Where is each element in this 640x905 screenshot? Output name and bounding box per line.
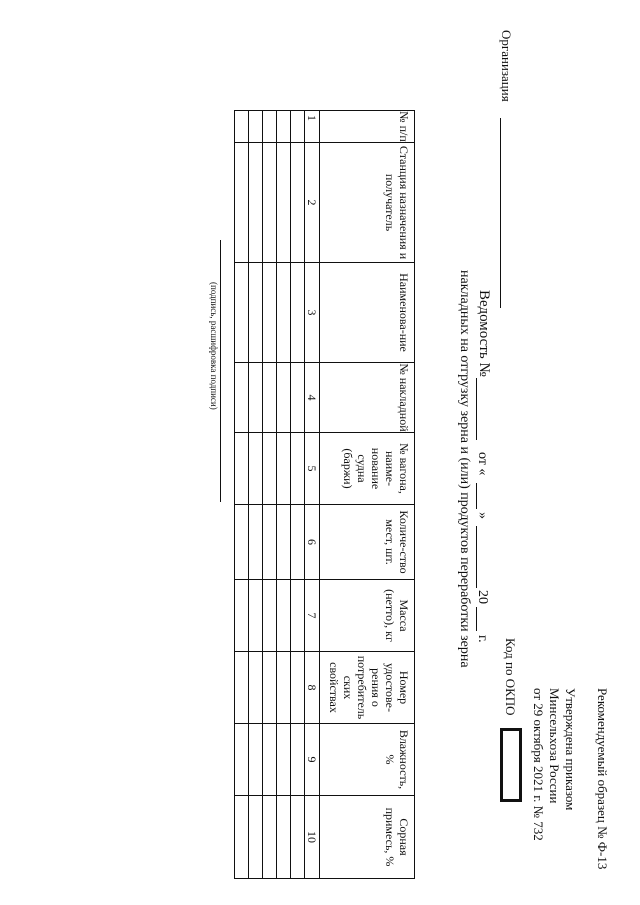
table-cell[interactable] — [235, 143, 249, 263]
day-field[interactable] — [476, 483, 478, 509]
table-cell[interactable] — [277, 652, 291, 724]
col-header: № накладной — [320, 363, 415, 433]
year-suffix: г. — [475, 635, 490, 643]
col-header: Номер удостове-рения о потребитель ских свойствах — [320, 652, 415, 724]
table-cell[interactable] — [263, 143, 277, 263]
table-cell[interactable] — [291, 505, 305, 580]
col-number: 8 — [305, 652, 320, 724]
table-cell[interactable] — [277, 580, 291, 652]
waybill-table — [234, 110, 415, 879]
table-cell[interactable] — [291, 580, 305, 652]
table-cell[interactable] — [291, 143, 305, 263]
col-number: 10 — [305, 796, 320, 879]
table-cell[interactable] — [291, 363, 305, 433]
table-cell[interactable] — [249, 796, 263, 879]
year-field[interactable] — [476, 607, 478, 631]
table-cell[interactable] — [235, 263, 249, 363]
month-field[interactable] — [476, 526, 478, 588]
okpo-box[interactable] — [500, 728, 522, 802]
from-label: от « — [475, 452, 490, 476]
approved-line-1: Утверждена приказом — [563, 688, 578, 811]
table-cell[interactable] — [263, 363, 277, 433]
table-cell[interactable] — [277, 263, 291, 363]
table-cell[interactable] — [277, 433, 291, 505]
col-header: Сорная примесь, % — [320, 796, 415, 879]
table-cell[interactable] — [249, 724, 263, 796]
table-cell[interactable] — [277, 111, 291, 143]
organization-field[interactable] — [500, 118, 502, 308]
col-number: 3 — [305, 263, 320, 363]
col-number: 7 — [305, 580, 320, 652]
col-header: Станция назначения и получатель — [320, 143, 415, 263]
table-cell[interactable] — [263, 724, 277, 796]
table-cell[interactable] — [291, 111, 305, 143]
table-row[interactable] — [249, 111, 263, 879]
approved-line-3: от 29 октября 2021 г. № 732 — [531, 688, 546, 841]
table-cell[interactable] — [235, 796, 249, 879]
table-cell[interactable] — [277, 724, 291, 796]
signature-caption: (подпись, расшифровка подписи) — [209, 282, 219, 410]
col-number: 6 — [305, 505, 320, 580]
table-cell[interactable] — [235, 505, 249, 580]
table-cell[interactable] — [263, 263, 277, 363]
table-row[interactable] — [235, 111, 249, 879]
table-cell[interactable] — [291, 652, 305, 724]
table-cell[interactable] — [249, 263, 263, 363]
col-header: № п/п — [320, 111, 415, 143]
table-cell[interactable] — [263, 796, 277, 879]
table-cell[interactable] — [249, 143, 263, 263]
quote-close: » — [475, 512, 490, 519]
table-cell[interactable] — [291, 724, 305, 796]
signature-field[interactable] — [220, 240, 222, 502]
table-cell[interactable] — [249, 433, 263, 505]
table-cell[interactable] — [249, 580, 263, 652]
table-cell[interactable] — [263, 433, 277, 505]
table-cell[interactable] — [235, 363, 249, 433]
col-number: 2 — [305, 143, 320, 263]
statement-number-field[interactable] — [476, 378, 478, 440]
col-number: 1 — [305, 111, 320, 143]
col-header: Масса (нетто), кг — [320, 580, 415, 652]
table-cell[interactable] — [263, 505, 277, 580]
col-number: 4 — [305, 363, 320, 433]
table-cell[interactable] — [291, 433, 305, 505]
table-cell[interactable] — [249, 363, 263, 433]
table-cell[interactable] — [291, 796, 305, 879]
table-cell[interactable] — [249, 652, 263, 724]
statement-subtitle: накладных на отгрузку зерна и (или) продуктов переработки зерна — [457, 270, 472, 668]
okpo-label: Код по ОКПО — [503, 638, 518, 716]
column-number-row — [305, 111, 320, 879]
table-cell[interactable] — [291, 263, 305, 363]
col-number: 5 — [305, 433, 320, 505]
table-row[interactable] — [263, 111, 277, 879]
table-cell[interactable] — [235, 433, 249, 505]
table-cell[interactable] — [263, 652, 277, 724]
sample-title: Рекомендуемый образец № Ф-13 — [595, 688, 610, 870]
table-cell[interactable] — [263, 111, 277, 143]
col-header: Влажность, % — [320, 724, 415, 796]
table-cell[interactable] — [263, 580, 277, 652]
table-cell[interactable] — [277, 143, 291, 263]
table-cell[interactable] — [235, 580, 249, 652]
table-header-row — [320, 111, 415, 879]
table-cell[interactable] — [235, 111, 249, 143]
organization-label: Организация — [499, 30, 514, 102]
table-row[interactable] — [277, 111, 291, 879]
col-number: 9 — [305, 724, 320, 796]
approved-line-2: Минсельхоза России — [547, 688, 562, 804]
col-header: Количе-ство мест, шт. — [320, 505, 415, 580]
table-cell[interactable] — [277, 505, 291, 580]
table-cell[interactable] — [249, 505, 263, 580]
year-prefix: 20 — [475, 590, 490, 604]
table-row[interactable] — [291, 111, 305, 879]
col-header: Наименова-ние — [320, 263, 415, 363]
col-header: № вагона, наиме-нование судна (баржи) — [320, 433, 415, 505]
statement-label: Ведомость № — [476, 290, 492, 377]
table-cell[interactable] — [277, 796, 291, 879]
table-cell[interactable] — [277, 363, 291, 433]
table-cell[interactable] — [249, 111, 263, 143]
table-cell[interactable] — [235, 724, 249, 796]
table-cell[interactable] — [235, 652, 249, 724]
